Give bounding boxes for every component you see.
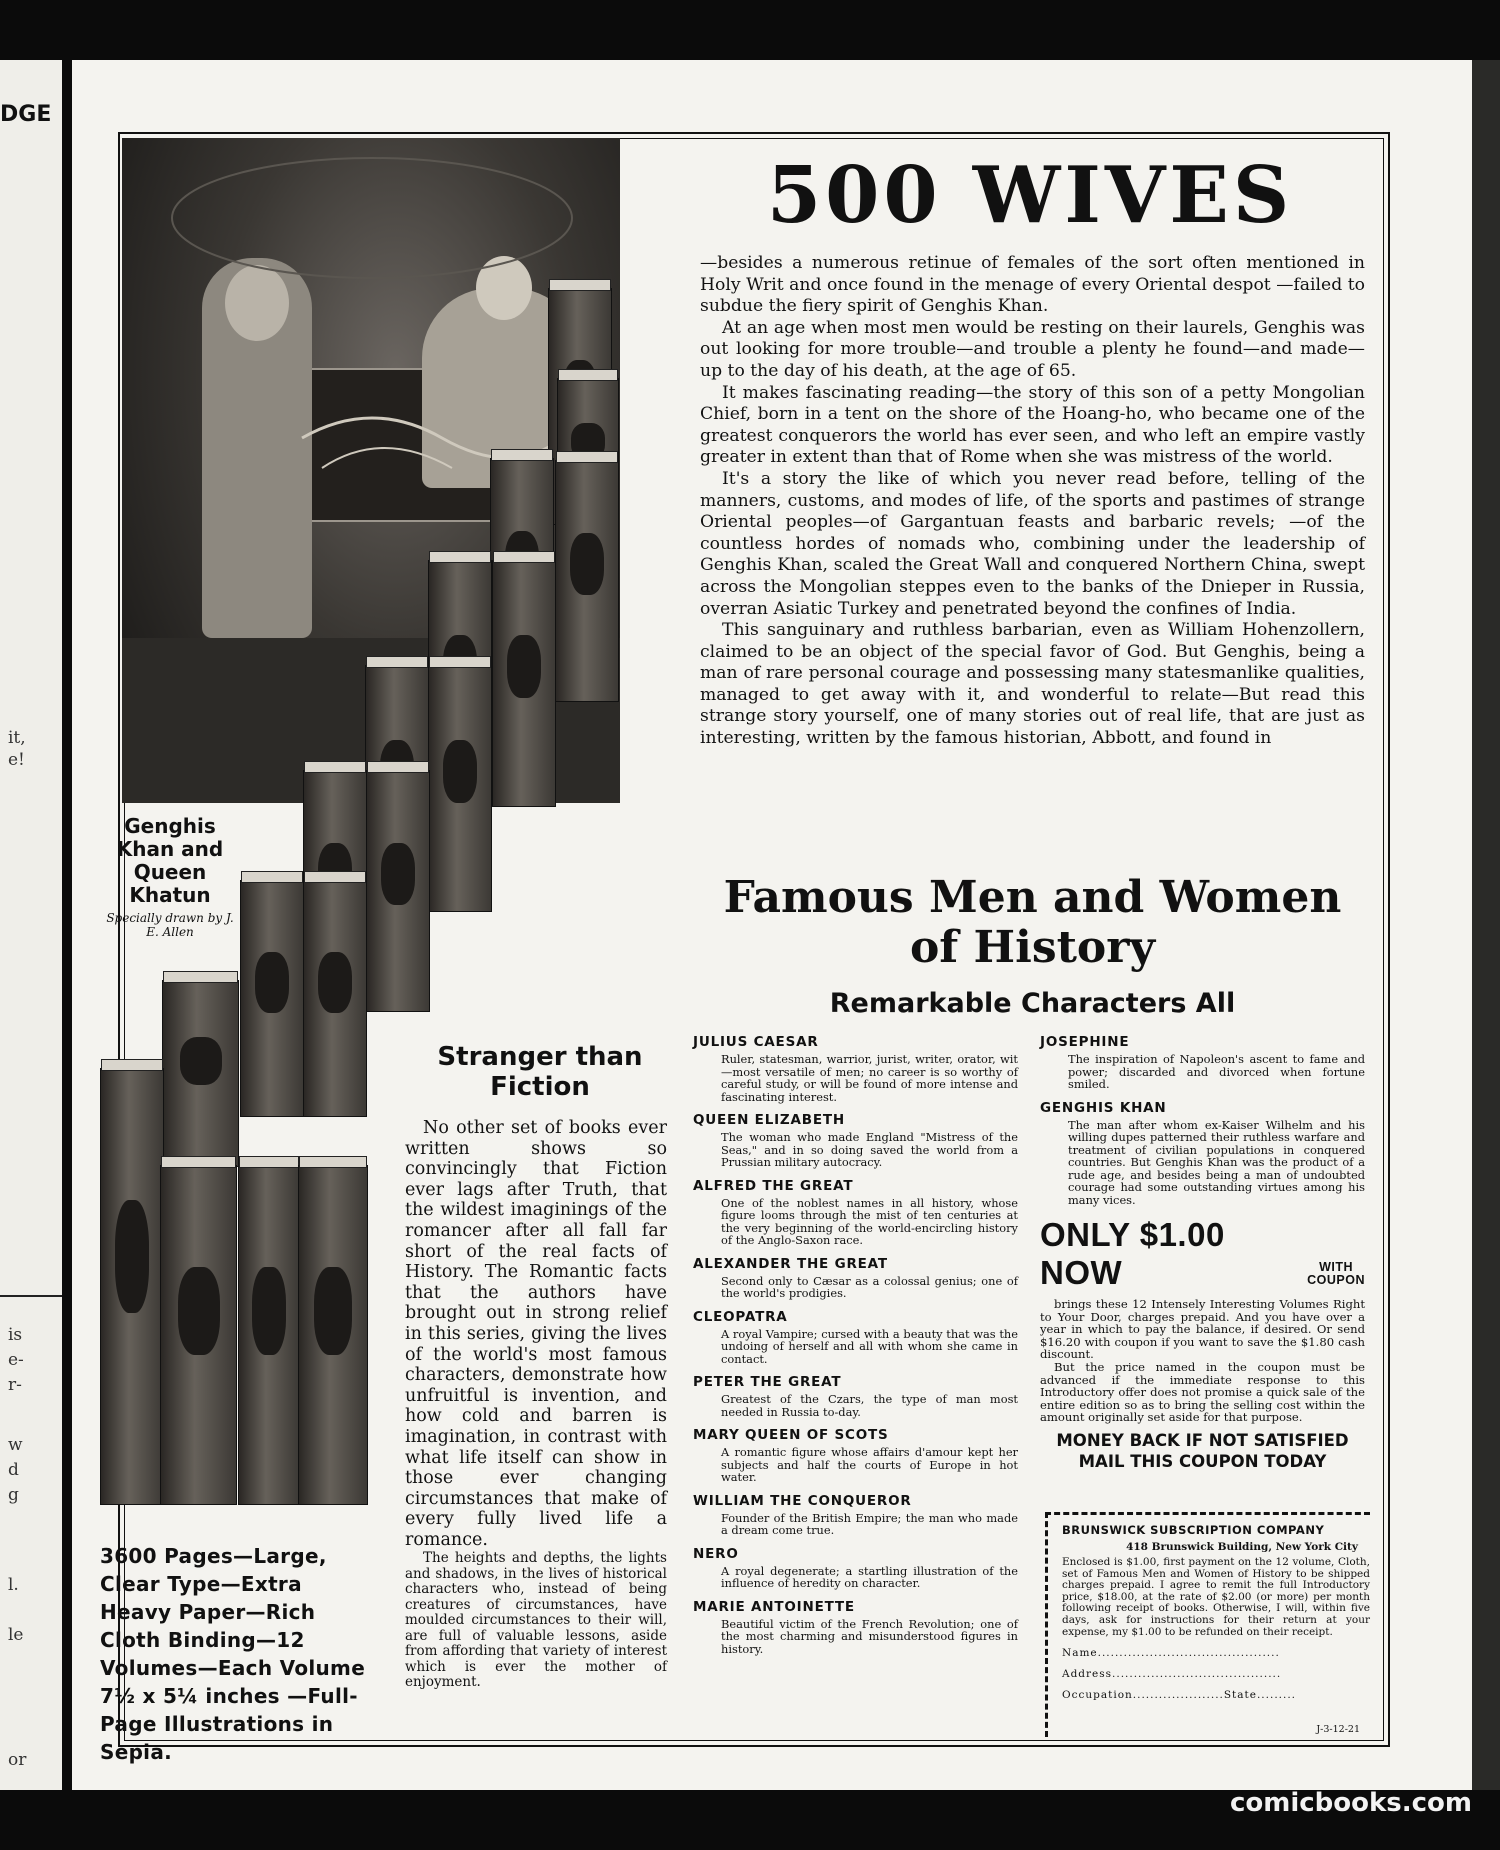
coupon-terms: Enclosed is $1.00, first payment on the 12 volume, Cloth, set of Famous Men and Women of History to be shipped charges prepaid. I agree to remit the full Introductory price, $18.00, at the rate of $2.00 (or more) per month following receipt of books. Otherwise, I will, within five days, ask for instructions for their return at your expense, my $1.00 to be refunded on their receipt. [1062, 1556, 1370, 1638]
character-name: WILLIAM THE CONQUEROR [693, 1492, 912, 1509]
character-desc: The woman who made England "Mistress of the Seas," and in so doing saved the world from a Prussian military autocracy. [721, 1130, 1018, 1169]
adjacent-fragment: or [8, 1750, 27, 1770]
binding-edge [1472, 60, 1500, 1790]
character-desc: A royal degenerate; a startling illustration of the influence of heredity on character. [721, 1563, 1018, 1590]
character-desc: One of the noblest names in all history, whose figure looms through the mist of ten centuries at the very beginning of the world-encircling history of the Anglo-Saxon race. [721, 1195, 1018, 1247]
character-entry [693, 1178, 1018, 1247]
character-entry [693, 1599, 1018, 1656]
adjacent-fragment: e- [8, 1350, 24, 1370]
coupon-code: J-3-12-21 [1316, 1724, 1360, 1735]
characters-column-right [1040, 1034, 1365, 1472]
character-desc: The man after whom ex-Kaiser Wilhelm and his willing dupes patterned their ruthless warfare and treatment of civilian populations in conquered countries. But Genghis Khan was the product of a rude age, and besides being a man of undoubted courage had some outstanding virtues among his many vices. [1068, 1117, 1365, 1207]
character-name: MARIE ANTOINETTE [693, 1598, 855, 1615]
character-desc: A royal Vampire; cursed with a beauty that was the undoing of herself and all with whom she came in contact. [721, 1326, 1018, 1366]
offer-paragraph: brings these 12 Intensely Interesting Volumes Right to Your Door, charges prepaid. And you have over a year in which to pay the balance, if desired. Or send $16.20 with coupon if you want to save the $1.80 cash discount. [1040, 1297, 1365, 1362]
offer-text [1040, 1298, 1365, 1424]
character-desc: Founder of the British Empire; the man who made a dream come true. [721, 1510, 1018, 1537]
caption-title: Genghis Khan and Queen Khatun [116, 814, 224, 907]
adjacent-fragment: is [8, 1325, 23, 1345]
character-name: JULIUS CAESAR [693, 1034, 819, 1050]
character-entry [693, 1493, 1018, 1537]
adjacent-fragment: d [8, 1460, 19, 1480]
character-entry [693, 1309, 1018, 1366]
coupon-address-field[interactable]: Address....................................... [1062, 1668, 1282, 1681]
character-entry [693, 1112, 1018, 1169]
adjacent-fragment: g [8, 1485, 19, 1505]
character-entry [693, 1256, 1018, 1300]
price-with: WITH [1319, 1260, 1354, 1274]
price-coupon: COUPON [1307, 1273, 1365, 1287]
money-back-text: MONEY BACK IF NOT SATISFIED [1056, 1430, 1349, 1450]
coupon-address: 418 Brunswick Building, New York City [1126, 1541, 1358, 1553]
character-entry [1040, 1100, 1365, 1207]
coupon-name-field[interactable]: Name.......................................... [1062, 1647, 1280, 1660]
character-name: MARY QUEEN OF SCOTS [693, 1427, 889, 1443]
offer-paragraph: But the price named in the coupon must be advanced if the immediate response to this Introductory offer does not promise a quick sale of the entire edition so as to bring the selling cost within the amount originally set aside for that purpose. [1040, 1359, 1365, 1425]
adjacent-fragment: le [8, 1625, 24, 1645]
character-entry [693, 1374, 1018, 1418]
genghis-khan-illustration [122, 138, 620, 803]
adjacent-rule [0, 1295, 62, 1297]
watermark: comicbooks.com [1229, 1788, 1472, 1818]
book-series-subtitle: Remarkable Characters All [829, 988, 1236, 1019]
price-with-coupon [1307, 1261, 1365, 1287]
character-name: JOSEPHINE [1040, 1034, 1130, 1050]
stranger-small-paragraph: The heights and depths, the lights and shadows, in the lives of historical characters who, instead of being creatures of circumstances, have moulded circumstances to their will, are full of valuable lessons, aside from affording that variety of interest which is ever the mother of enjoyment. [405, 1550, 667, 1691]
character-desc: Greatest of the Czars, the type of man most needed in Russia to-day. [721, 1392, 1018, 1419]
illustration-detail [122, 138, 620, 803]
mail-coupon-text: MAIL THIS COUPON TODAY [1078, 1451, 1327, 1471]
character-desc: The inspiration of Napoleon's ascent to fame and power; discarded and divorced when fortune smiled. [1068, 1052, 1365, 1091]
character-entry [693, 1427, 1018, 1484]
characters-column-left [693, 1034, 1018, 1664]
character-name: NERO [693, 1545, 739, 1562]
stranger-than-fiction-text [405, 1118, 667, 1691]
stranger-heading: Stranger than Fiction [437, 1042, 643, 1102]
character-desc: Beautiful victim of the French Revolution; one of the most charming and misunderstood figures in history. [721, 1616, 1018, 1656]
body-paragraph: It makes fascinating reading—the story of this son of a petty Mongolian Chief, born in a tent on the shore of the Hoang-ho, who became one of the greatest conquerors the world has ever seen, and who left an empire vastly greater in extent than that of Rome when she was mistress of the world. [700, 382, 1365, 468]
ad-body-copy [700, 253, 1365, 750]
adjacent-fragment: e! [8, 750, 25, 770]
price-banner [1040, 1216, 1365, 1292]
book-series-title: Famous Men and Women of History [723, 872, 1342, 973]
character-name: ALEXANDER THE GREAT [693, 1255, 888, 1272]
character-name: ALFRED THE GREAT [693, 1177, 854, 1194]
illustration-credit: Specially drawn by J. E. Allen [106, 911, 234, 939]
adjacent-page-header: DGE [0, 102, 52, 127]
adjacent-page-edge [0, 60, 62, 1790]
body-paragraph: This sanguinary and ruthless barbarian, even as William Hohenzollern, claimed to be an object of the special favor of God. But Genghis, being a man of rare personal courage and possessing many statesmanlike qualities, managed to get away with it, and wonderful to relate—But read this strange story yourself, one of many stories out of real life, that are just as interesting, written by the famous historian, Abbott, and found in [700, 620, 1365, 749]
character-desc: Second only to Cæsar as a colossal genius; one of the world's prodigies. [721, 1273, 1018, 1300]
adjacent-fragment: r- [8, 1375, 22, 1395]
adjacent-fragment: it, [8, 728, 26, 748]
stranger-paragraph: No other set of books ever written shows so convincingly that Fiction ever lags after Truth, that the wildest imaginings of the romancer after all fall far short of the real facts of History. The Romantic facts that the authors have brought out in strong relief in this series, giving the lives of the world's most famous characters, demonstrate how unfruitful is invention, and how cold and barren is imagination, in contrast with what life itself can show in those ever changing circumstances that make of every fully lived life a romance. [405, 1118, 667, 1550]
book-specifications: 3600 Pages—Large, Clear Type—Extra Heavy Paper—Rich Cloth Binding—12 Volumes—Each Volume 7½ x 5¼ inches —Full-Page Illustrations in Sepia. [100, 1544, 366, 1764]
character-name: GENGHIS KHAN [1040, 1099, 1167, 1116]
character-name: PETER THE GREAT [693, 1374, 842, 1390]
coupon-company: BRUNSWICK SUBSCRIPTION COMPANY [1062, 1523, 1325, 1537]
character-desc: Ruler, statesman, warrior, jurist, writer, orator, wit—most versatile of men; no career is so worthy of careful study, or will be found of more intense and fascinating interest. [721, 1052, 1018, 1104]
coupon-occupation-field[interactable]: Occupation.....................State......... [1062, 1689, 1297, 1702]
character-name: CLEOPATRA [693, 1308, 788, 1325]
illustration-caption [100, 815, 240, 939]
order-coupon[interactable] [1045, 1512, 1370, 1737]
guarantee [1040, 1430, 1365, 1472]
ad-headline: 500 WIVES [766, 150, 1294, 241]
character-entry [693, 1546, 1018, 1590]
body-paragraph: At an age when most men would be resting on their laurels, Genghis was out looking for more trouble—and trouble a plenty he found—and made—up to the day of his death, at the age of 65. [700, 317, 1365, 381]
character-name: QUEEN ELIZABETH [693, 1112, 845, 1128]
price-main: ONLY $1.00 NOW [1040, 1216, 1225, 1291]
character-entry [1040, 1034, 1365, 1091]
adjacent-fragment: l. [8, 1575, 19, 1595]
body-paragraph: It's a story the like of which you never read before, telling of the manners, customs, and modes of life, of the sports and pastimes of strange Oriental peoples—of Gargantuan feasts and barbaric revels; —of the countless hordes of nomads who, combining under the leadership of Genghis Khan, scaled the Great Wall and conquered Northern China, swept across the Mongolian steppes even to the banks of the Dnieper in Russia, overran Asiatic Turkey and penetrated beyond the confines of India. [700, 468, 1365, 619]
character-entry [693, 1034, 1018, 1103]
character-desc: A romantic figure whose affairs d'amour kept her subjects and half the courts of Europe in hot water. [721, 1445, 1018, 1484]
body-paragraph: —besides a numerous retinue of females of the sort often mentioned in Holy Writ and once found in the menage of every Oriental despot —failed to subdue the fiery spirit of Genghis Khan. [700, 253, 1365, 317]
adjacent-fragment: w [8, 1435, 23, 1455]
